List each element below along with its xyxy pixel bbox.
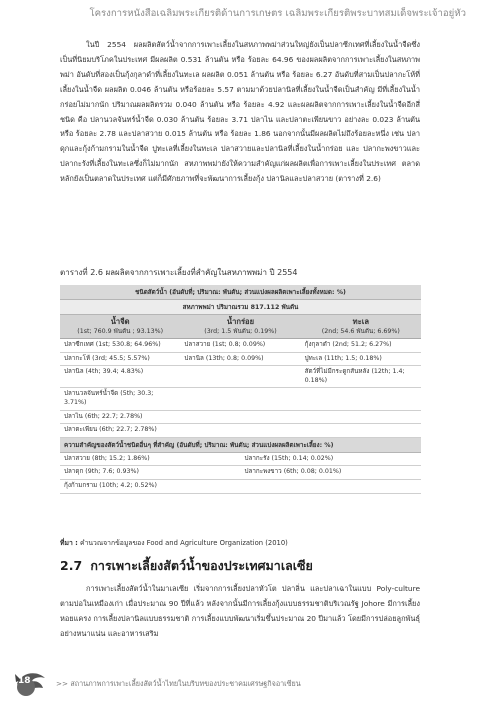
page-number: 18 xyxy=(18,676,31,686)
table-row xyxy=(60,388,421,410)
table-header-others: ความสำคัญของสัตว์น้ำชนิดอื่นๆ ที่สำคัญ (อันดับที่; ปริมาณ: พันตัน; ส่วนแบ่งผลผลิตเพาะเลี้ยง: %) xyxy=(60,438,421,453)
running-header: โครงการหนังสือเฉลิมพระเกียรติด้านการเกษตร เฉลิมพระเกียรติพระบาทสมเด็จพระเจ้าอยู่หัว xyxy=(89,8,466,19)
column-marine xyxy=(301,315,421,338)
table-row xyxy=(60,466,421,480)
table-cell xyxy=(180,424,300,437)
table-column-headers xyxy=(60,315,421,339)
table-cell: ปลานิล (13th; 0.8; 0.09%) xyxy=(184,354,264,362)
column-subtitle: (3rd; 1.5 พันตัน; 0.19%) xyxy=(204,328,277,335)
column-title: น้ำจืด xyxy=(110,317,130,326)
table-header-total: สหภาพพม่า ปริมาณรวม 817.112 พันตัน xyxy=(60,300,421,315)
table-cell xyxy=(180,411,300,424)
table-source-note xyxy=(60,537,288,548)
table-cell xyxy=(301,411,421,424)
table-cell: ปลาดุก (9th; 7.6; 0.93%) xyxy=(64,468,139,476)
table-cell: ปลากะรัง (15th; 0.14; 0.02%) xyxy=(244,454,334,462)
table-cell: ปลากะพงขาว (6th; 0.08; 0.01%) xyxy=(244,468,342,476)
table-cell: กุ้งก้ามกราม (10th; 4.2; 0.52%) xyxy=(64,481,157,489)
section-number: 2.7 xyxy=(60,558,83,573)
table-cell xyxy=(301,388,421,409)
body-paragraph-1: ในปี 2554 ผลผลิตสัตว์น้ำจากการเพาะเลี้ยงในสหภาพพม่าส่วนใหญ่ยังเป็นปลาซีกเทศที่เลี้ยงในน้ำจืดซึ่งเป็นที่นิยมบริโภคในประเทศ มีผลผลิต 0.531 ล้านตัน หรือ ร้อยละ 64.96 ของผลผลิตจากการเพาะเลี้ยงในสหภาพพม่า อันดับที่สองเป็นกุ้งกุลาดำที่เลี้ยงในทะเล ผลผลิต 0.051 ล้านตัน หรือ ร้อยละ 6.27 อันดับที่สามเป็นปลากะโห้ที่เลี้ยงในน้ำจืด ผลผลิต 0.046 ล้านตัน หรือร้อยละ 5.57 ตามมาด้วยปลานิลที่เลี้ยงในน้ำจืดเป็นสำคัญ มีที่เลี้ยงในน้ำกร่อยไม่มากนัก ปริมาณผลผลิตรวม 0.040 ล้านตัน หรือ ร้อยละ 4.92 และผลผลิตจากการเพาะเลี้ยงในน้ำจืดอีกสี่ชนิด คือ ปลานวลจันทร์น้ำจืด 0.030 ล้านตัน ร้อยละ 3.71 ปลาไน และปลาตะเพียนขาว อย่างละ 0.023 ล้านตัน หรือ ร้อยละ 2.78 และปลาสวาย 0.015 ล้านตัน หรือ ร้อยละ 1.86 นอกจากนั้นมีผลผลิตไม่ถึงร้อยละหนึ่ง เช่น ปลาดุกและกุ้งก้ามกรามในน้ำจืด ปูทะเลที่เลี้ยงในทะเล ปลาสวายและปลานิลที่เลี้ยงในน้ำกร่อย และ ปลากะพงขาวและปลากะรังที่เลี้ยงในทะเลซึ่งก็ไม่มากนัก สหภาพพม่ายังให้ความสำคัญแก่ผลผลิตเพื่อการเพาะเลี้ยงในประเทศ ตลาดหลักยังเป็นตลาดในประเทศ แต่ก็มีศักยภาพที่จะพัฒนาการเลี้ยงกุ้ง ปลานิลและปลาสวาย (ตารางที่ 2.6) xyxy=(60,40,420,184)
table-row xyxy=(60,424,421,438)
table-cell: กุ้งกุลาดำ (2nd; 51.2; 6.27%) xyxy=(304,341,392,348)
table-cell: ปลาสวาย (1st; 0.8; 0.09%) xyxy=(184,341,266,348)
table-cell: ปลานวลจันทร์น้ำจืด (5th; 30.3; 3.71%) xyxy=(64,390,154,406)
table-row xyxy=(60,366,421,388)
table-cell: ปลาซีกเทศ (1st; 530.8; 64.96%) xyxy=(64,341,161,348)
table-cell xyxy=(180,366,300,387)
table-header-species: ชนิดสัตว์น้ำ (อันดับที่; ปริมาณ: พันตัน; ส่วนแบ่งผลผลิตเพาะเลี้ยงทั้งหมด: %) xyxy=(60,285,421,300)
table-cell: ปลานิล (4th; 39.4; 4.83%) xyxy=(64,368,144,376)
table-cell: สัตว์ที่ไม่มีกระดูกสันหลัง (12th; 1.4; 0.18%) xyxy=(304,368,405,384)
table-cell xyxy=(301,424,421,437)
table-cell: ปลาไน (6th; 22.7; 2.78%) xyxy=(64,412,143,420)
table-row xyxy=(60,411,421,425)
table-caption: ตารางที่ 2.6 ผลผลิตจากการเพาะเลี้ยงที่สำคัญในสหภาพพม่า ปี 2554 xyxy=(60,268,298,277)
table-cell: ปลาตะเพียน (6th; 22.7; 2.78%) xyxy=(64,426,157,434)
column-freshwater xyxy=(60,315,180,338)
table-row xyxy=(60,453,421,467)
table-row xyxy=(60,339,421,353)
body-paragraph-2: การเพาะเลี้ยงสัตว์น้ำในมาเลเซีย เริ่มจากการเลี้ยงปลาหัวโต ปลาลิ่น และปลาเฉาในแบบ Poly-culture ตามบ่อในเหมืองเก่า เมื่อประมาณ 90 ปีที่แล้ว หลังจากนั้นมีการเลี้ยงกุ้งแบบธรรมชาติบริเวณรัฐ Johore มีการเลี้ยงหอยแครง การเลี้ยงปลานิลแบบธรรมชาติ การเลี้ยงแบบพัฒนาเริ่มขึ้นประมาณ 20 ปีมาแล้ว โดยมีการปล่อยลูกพันธุ์อย่างหนาแน่น และอาหารเสริม xyxy=(60,584,420,638)
column-title: น้ำกร่อย xyxy=(226,317,255,326)
column-subtitle: (2nd; 54.6 พันตัน; 6.69%) xyxy=(321,328,400,335)
section-heading xyxy=(60,556,313,576)
table-cell: ปูทะเล (11th; 1.5; 0.18%) xyxy=(304,354,382,362)
table-row xyxy=(60,353,421,367)
footer-running-title: >> สถานภาพการเพาะเลี้ยงสัตว์น้ำไทยในบริบทของประชาคมเศรษฐกิจอาเซียน xyxy=(56,679,301,688)
source-text: คำนวณจากข้อมูลของ Food and Agriculture Organization (2010) xyxy=(80,539,288,547)
table-cell xyxy=(180,388,300,409)
table-cell: ปลาสวาย (8th; 15.2; 1.86%) xyxy=(64,454,150,462)
table-row xyxy=(60,480,421,494)
column-title: ทะเล xyxy=(352,317,369,326)
aquaculture-table xyxy=(60,285,421,494)
table-cell: ปลากะโห้ (3rd; 45.5; 5.57%) xyxy=(64,354,150,362)
section-title: การเพาะเลี้ยงสัตว์น้ำของประเทศมาเลเซีย xyxy=(90,558,313,573)
column-brackish xyxy=(180,315,300,338)
source-label: ที่มา : xyxy=(60,539,78,547)
column-subtitle: (1st; 760.9 พันตัน ; 93.13%) xyxy=(77,328,164,335)
table-cell xyxy=(241,480,422,493)
